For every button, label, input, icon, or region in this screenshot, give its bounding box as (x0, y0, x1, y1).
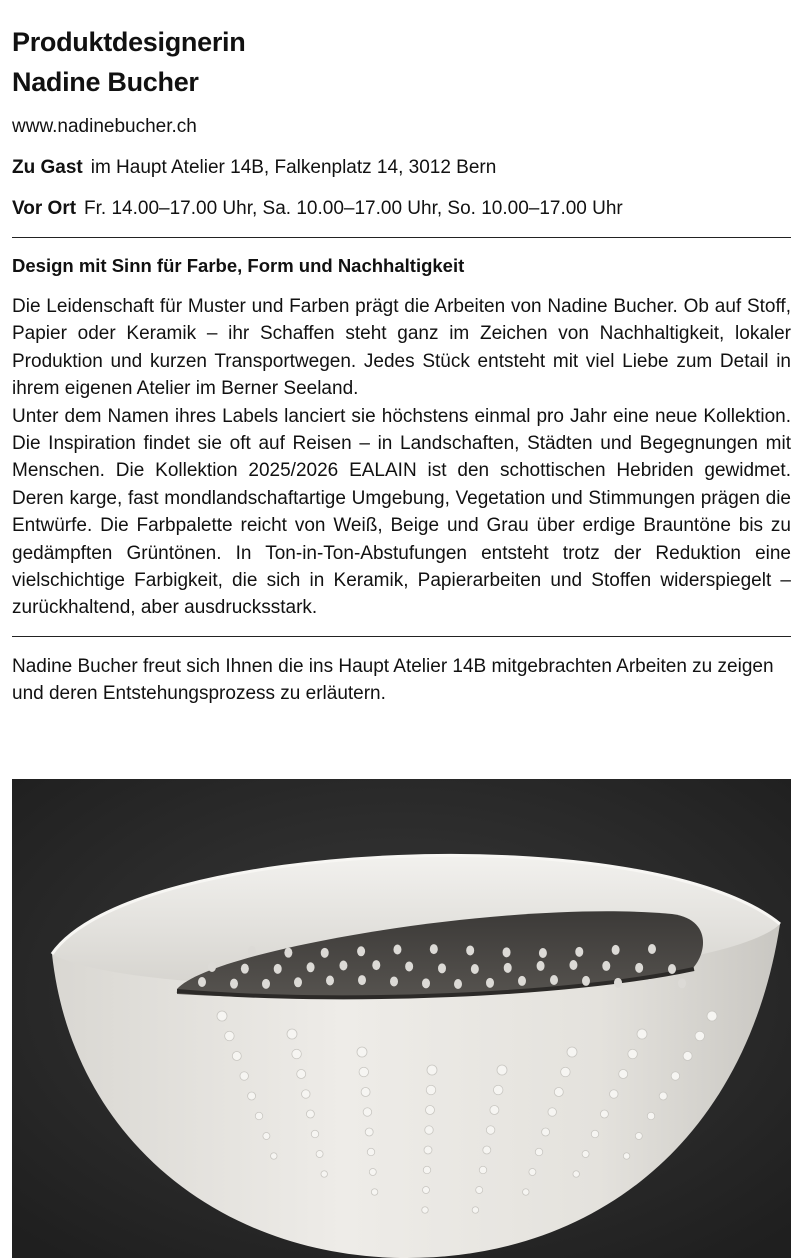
inner-hole (539, 948, 547, 958)
inner-hole (357, 946, 365, 956)
bowl-dot (311, 1130, 319, 1138)
inner-hole (486, 978, 494, 988)
bowl-dot (292, 1049, 302, 1059)
bowl-dot (426, 1106, 435, 1115)
bowl-dot (637, 1029, 647, 1039)
inner-hole (612, 945, 620, 955)
title-line-2: Nadine Bucher (12, 67, 199, 97)
bowl-dot (472, 1207, 479, 1214)
bowl-dot (619, 1070, 628, 1079)
bowl-dot (359, 1067, 369, 1077)
article-heading: Design mit Sinn für Farbe, Form und Nachhaltigkeit (12, 255, 465, 276)
inner-hole (503, 947, 511, 957)
inner-hole (198, 977, 206, 987)
page-title (12, 22, 791, 102)
paragraph-2: Unter dem Namen ihres Labels lanciert sie höchstens einmal pro Jahr eine neue Kollektion. Die Inspiration findet sie oft auf Reisen – in Landschaften, Städten und Begegnungen mit Menschen. Die Kollektion 2025/2026 EALAIN ist den schottischen Hebriden gewidmet. Deren karge, fast mondlandschaftartige Umgebung, Vegetation und Stimmungen prägen die Entwürfe. Die Farbpalette reicht von Weiß, Beige und Grau über erdige Brauntöne bis zu gedämpften Grüntönen. In Ton-in-Ton-Abstufungen entsteht trotz der Reduktion eine vielschichtige Farbigkeit, die sich in Keramik, Papierarbeiten und Stoffen widerspiegelt – zurückhaltend, aber ausdrucksstark. (12, 405, 791, 619)
article-body (12, 293, 791, 622)
inner-hole (241, 964, 249, 974)
inner-hole (248, 946, 256, 956)
inner-hole (438, 963, 446, 973)
inner-hole (668, 964, 676, 974)
bowl-dot (297, 1070, 306, 1079)
onsite-info (12, 197, 791, 221)
inner-hole (262, 979, 270, 989)
bowl-dot (255, 1112, 263, 1120)
inner-hole (358, 975, 366, 985)
onsite-value: Fr. 14.00–17.00 Uhr, Sa. 10.00–17.00 Uhr, So. 10.00–17.00 Uhr (84, 198, 623, 219)
bowl-dot (425, 1126, 434, 1135)
guest-info (12, 156, 791, 180)
inner-hole (274, 964, 282, 974)
bowl-dot (554, 1088, 563, 1097)
bowl-dot (371, 1189, 378, 1196)
bowl-dot (548, 1108, 557, 1117)
onsite-label: Vor Ort (12, 198, 77, 219)
bowl-dot (225, 1031, 235, 1041)
inner-hole (678, 978, 686, 988)
bowl-dot (423, 1187, 430, 1194)
inner-hole (405, 961, 413, 971)
inner-hole (393, 944, 401, 954)
bowl-dot (424, 1146, 432, 1154)
inner-hole (372, 960, 380, 970)
bowl-dot (635, 1133, 642, 1140)
bowl-dot (271, 1153, 278, 1160)
title-line-1: Produktdesignerin (12, 27, 246, 57)
bowl-dot (523, 1189, 530, 1196)
inner-hole (422, 978, 430, 988)
bowl-dot (490, 1106, 499, 1115)
bowl-dot (671, 1072, 680, 1081)
inner-hole (326, 975, 334, 985)
bowl-dot (567, 1047, 577, 1057)
bowl-dot (248, 1092, 256, 1100)
inner-hole (635, 963, 643, 973)
inner-hole (339, 960, 347, 970)
inner-hole (518, 976, 526, 986)
bowl-dot (217, 1011, 227, 1021)
bowl-dot (695, 1031, 705, 1041)
bowl-dot (707, 1011, 717, 1021)
bowl-dot (232, 1052, 241, 1061)
guest-value: im Haupt Atelier 14B, Falkenplatz 14, 3012 Bern (90, 157, 497, 178)
bowl-dot (479, 1166, 487, 1174)
bowl-dot (365, 1128, 373, 1136)
bowl-dot (240, 1072, 249, 1081)
inner-hole (466, 945, 474, 955)
bowl-dot (287, 1029, 297, 1039)
inner-hole (537, 961, 545, 971)
inner-hole (471, 964, 479, 974)
inner-hole (230, 979, 238, 989)
bowl-dot (610, 1090, 619, 1099)
inner-hole (321, 948, 329, 958)
bowl-dot (316, 1151, 323, 1158)
bowl-dot (367, 1148, 375, 1156)
inner-hole (294, 977, 302, 987)
bowl-dot (363, 1108, 372, 1117)
bowl-dot (369, 1169, 376, 1176)
website-link[interactable]: www.nadinebucher.ch (12, 116, 197, 137)
bowl-dot (302, 1090, 311, 1099)
inner-hole (575, 947, 583, 957)
bowl-dot (600, 1110, 608, 1118)
bowl-dot (647, 1112, 655, 1120)
bowl-dot (497, 1065, 507, 1075)
bowl-illustration (12, 779, 791, 1258)
bowl-dot (561, 1067, 571, 1077)
article-page (12, 22, 791, 707)
divider-bottom (12, 636, 791, 637)
bowl-dot (659, 1092, 667, 1100)
bowl-dot (582, 1151, 589, 1158)
bowl-dot (426, 1085, 436, 1095)
bowl-dot (321, 1171, 328, 1178)
paragraph-1: Die Leidenschaft für Muster und Farben prägt die Arbeiten von Nadine Bucher. Ob auf Stoff, Papier oder Keramik – ihr Schaffen steht ganz im Zeichen von Nachhaltigkeit, lokaler Produktion und kurzen Transportwegen. Jedes Stück entsteht mit viel Liebe zum Detail in ihrem eigenen Atelier im Berner Seeland. (12, 296, 791, 400)
bowl-dot (623, 1153, 630, 1160)
bowl-dot (591, 1130, 599, 1138)
bowl-dot (263, 1133, 270, 1140)
inner-hole (504, 963, 512, 973)
bowl-dot (486, 1126, 495, 1135)
guest-label: Zu Gast (12, 157, 83, 178)
inner-hole (569, 960, 577, 970)
inner-hole (614, 978, 622, 988)
inner-hole (284, 948, 292, 958)
bowl-dot (683, 1052, 692, 1061)
ceramic-bowl-photo (12, 779, 791, 1258)
bowl-dot (422, 1207, 429, 1214)
bowl-dot (542, 1128, 550, 1136)
inner-hole (307, 962, 315, 972)
bowl-dot (535, 1148, 543, 1156)
bowl-dot (573, 1171, 580, 1178)
inner-hole (430, 944, 438, 954)
inner-hole (602, 961, 610, 971)
bowl-dot (361, 1088, 370, 1097)
bowl-dot (628, 1049, 638, 1059)
inner-hole (648, 944, 656, 954)
inner-hole (454, 979, 462, 989)
inner-hole (550, 975, 558, 985)
divider-top (12, 237, 791, 238)
bowl-dot (306, 1110, 314, 1118)
inner-hole (646, 979, 654, 989)
bowl-dot (423, 1166, 431, 1174)
bowl-dot (357, 1047, 367, 1057)
bowl-dot (529, 1169, 536, 1176)
inner-hole (582, 976, 590, 986)
inner-hole (208, 962, 216, 972)
closing-text: Nadine Bucher freut sich Ihnen die ins Haupt Atelier 14B mitgebrachten Arbeiten zu zeigen und deren Entstehungsprozess zu erläutern. (12, 655, 774, 704)
bowl-dot (483, 1146, 491, 1154)
bowl-dot (476, 1187, 483, 1194)
bowl-dot (427, 1065, 437, 1075)
bowl-dot (493, 1085, 503, 1095)
inner-hole (390, 976, 398, 986)
